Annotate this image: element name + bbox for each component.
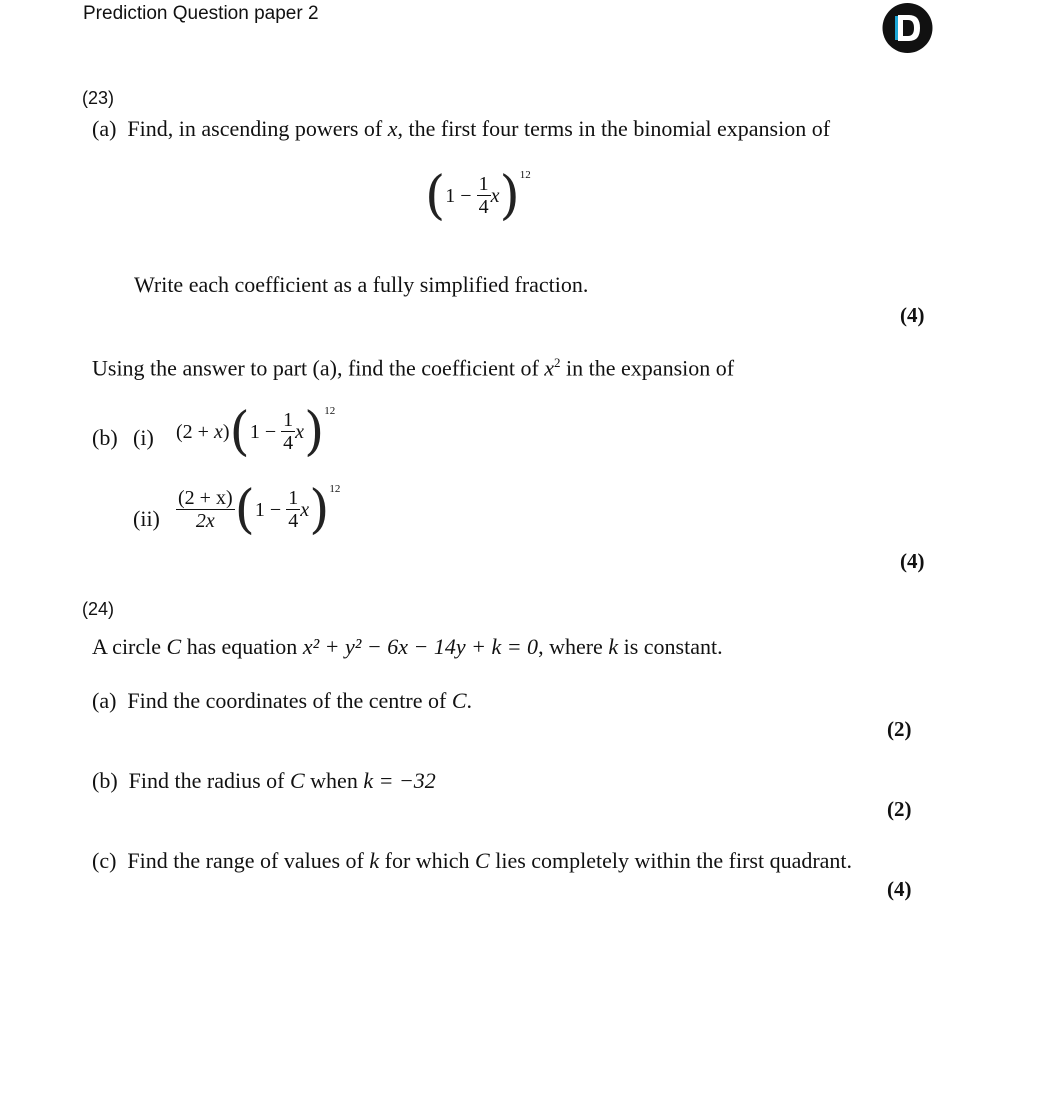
q23-part-b-i-label: (i) [133, 425, 154, 450]
q24-part-a: (a) Find the coordinates of the centre of C. [92, 688, 473, 713]
q23-part-b-label: (b) [92, 425, 118, 450]
part-label: (a) [92, 116, 117, 141]
marks-q24-a: (2) [887, 717, 912, 741]
q24-intro: A circle C has equation x² + y² − 6x − 14y + k = 0, where k is constant. [92, 634, 723, 659]
q23-instruction: Write each coefficient as a fully simplified fraction. [134, 272, 589, 297]
q24-part-c: (c) Find the range of values of k for which C lies completely within the first quadrant. [92, 848, 853, 873]
publisher-logo [881, 2, 934, 54]
question-number-24: (24) [82, 599, 115, 619]
q23-using-prompt: Using the answer to part (a), find the coefficient of $x^2$ in the expansion of [92, 355, 735, 381]
page-header-title: Prediction Question paper 2 [83, 3, 319, 24]
q23-part-b-ii-label: (ii) [133, 506, 160, 531]
question-number-23: (23) [82, 88, 115, 108]
q23-part-a-prompt: (a) Find, in ascending powers of x, the first four terms in the binomial expansion of [92, 116, 831, 141]
marks-q23-a: (4) [900, 303, 925, 327]
q24-part-b: (b) Find the radius of C when k = −32 [92, 768, 436, 793]
binomial-expression-b-ii: $\frac{(2 + x)}{2x}$ (1 − $\frac{1}{4}$ x)$^{12}$ [178, 480, 341, 540]
marks-q23-b: (4) [900, 549, 925, 573]
binomial-expression-main: (1 − $\frac{1}{4}$ x)$^{12}$ [425, 166, 531, 226]
binomial-expression-b-i: (2 + x)(1 − $\frac{1}{4}$ x)$^{12}$ [176, 402, 336, 462]
marks-q24-c: (4) [887, 877, 912, 901]
marks-q24-b: (2) [887, 797, 912, 821]
